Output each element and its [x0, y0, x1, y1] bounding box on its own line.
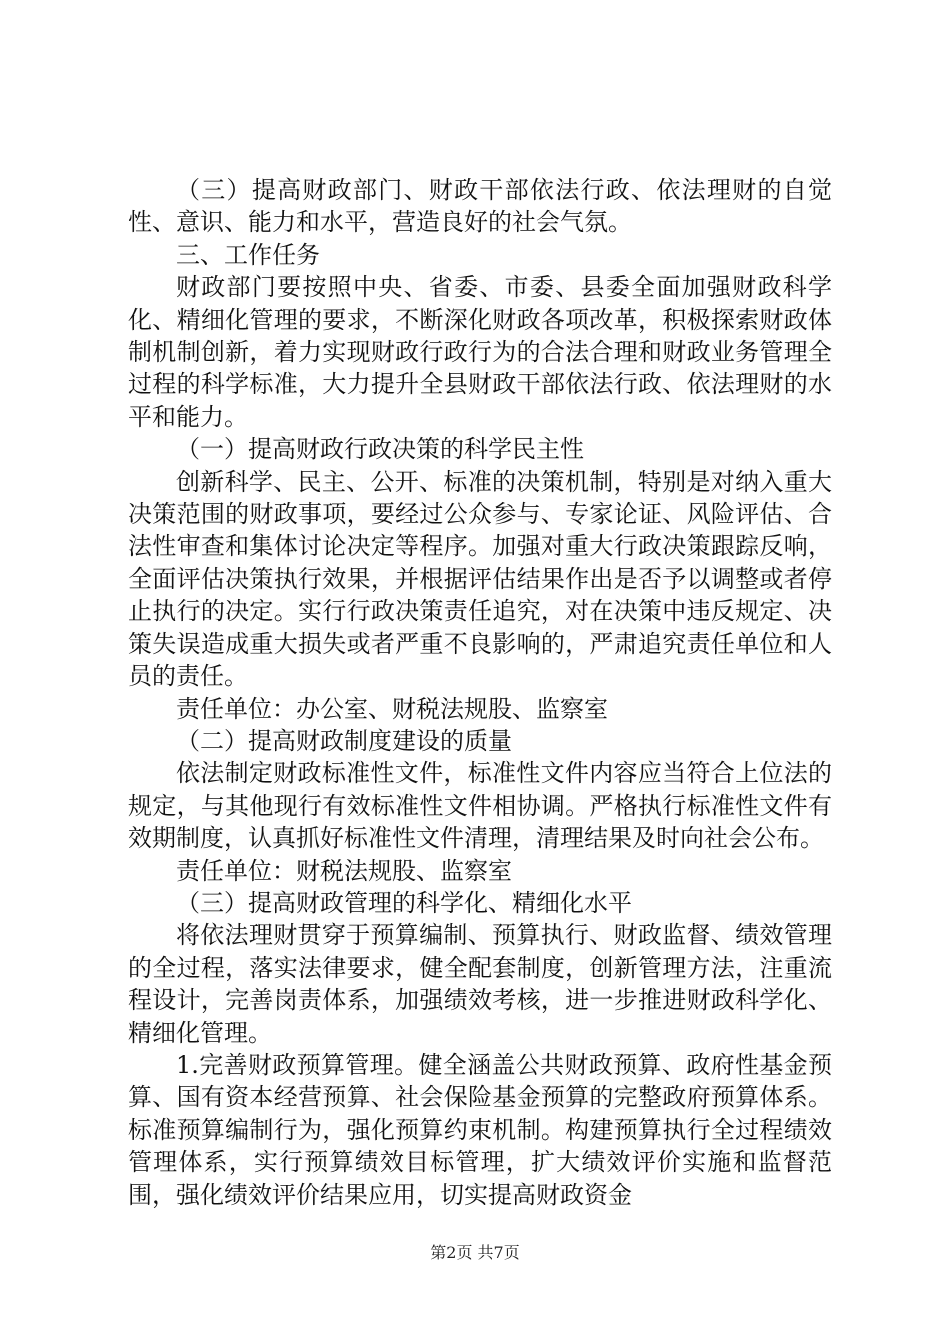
page-number-footer: 第2页 共7页	[430, 1243, 520, 1262]
subheading-system-building: （二）提高财政制度建设的质量	[176, 726, 512, 755]
paragraph-system-building: 依法制定财政标准性文件，标准性文件内容应当符合上位法的规定，与其他现行有效标准性文件相协调。严格执行标准性文件有效期制度，认真抓好标准性文件清理，清理结果及时向社会公布。	[128, 759, 832, 853]
responsible-units-2: 责任单位：财税法规股、监察室	[176, 856, 512, 885]
paragraph-tasks-intro: 财政部门要按照中央、省委、市委、县委全面加强财政科学化、精细化管理的要求，不断深化财政各项改革，积极探索财政体制机制创新，着力实现财政行政行为的合法合理和财政业务管理全过程的科学标准，大力提升全县财政干部依法行政、依法理财的水平和能力。	[128, 273, 832, 431]
subheading-fine-management: （三）提高财政管理的科学化、精细化水平	[176, 888, 632, 917]
section-heading-tasks: 三、工作任务	[176, 240, 320, 269]
subheading-decision-making: （一）提高财政行政决策的科学民主性	[176, 435, 584, 464]
body-text	[128, 174, 832, 1211]
paragraph-decision-making: 创新科学、民主、公开、标准的决策机制，特别是对纳入重大决策范围的财政事项，要经过公众参与、专家论证、风险评估、合法性审查和集体讨论决定等程序。加强对重大行政决策跟踪反响，全面评估决策执行效果，并根据评估结果作出是否予以调整或者停止执行的决定。实行行政决策责任追究，对在决策中违反规定、决策失误造成重大损失或者严重不良影响的，严肃追究责任单位和人员的责任。	[128, 467, 832, 691]
paragraph-budget-management: 1.完善财政预算管理。健全涵盖公共财政预算、政府性基金预算、国有资本经营预算、社会保险基金预算的完整政府预算体系。标准预算编制行为，强化预算约束机制。构建预算执行全过程绩效管理体系，实行预算绩效目标管理，扩大绩效评价实施和监督范围，强化绩效评价结果应用，切实提高财政资金	[128, 1050, 832, 1209]
paragraph-fine-management: 将依法理财贯穿于预算编制、预算执行、财政监督、绩效管理的全过程，落实法律要求，健全配套制度，创新管理方法，注重流程设计，完善岗责体系，加强绩效考核，进一步推进财政科学化、精细化管理。	[128, 921, 832, 1047]
responsible-units-1: 责任单位：办公室、财税法规股、监察室	[176, 694, 608, 723]
paragraph-goal-three: （三）提高财政部门、财政干部依法行政、依法理财的自觉性、意识、能力和水平，营造良好的社会气氛。	[128, 176, 832, 237]
